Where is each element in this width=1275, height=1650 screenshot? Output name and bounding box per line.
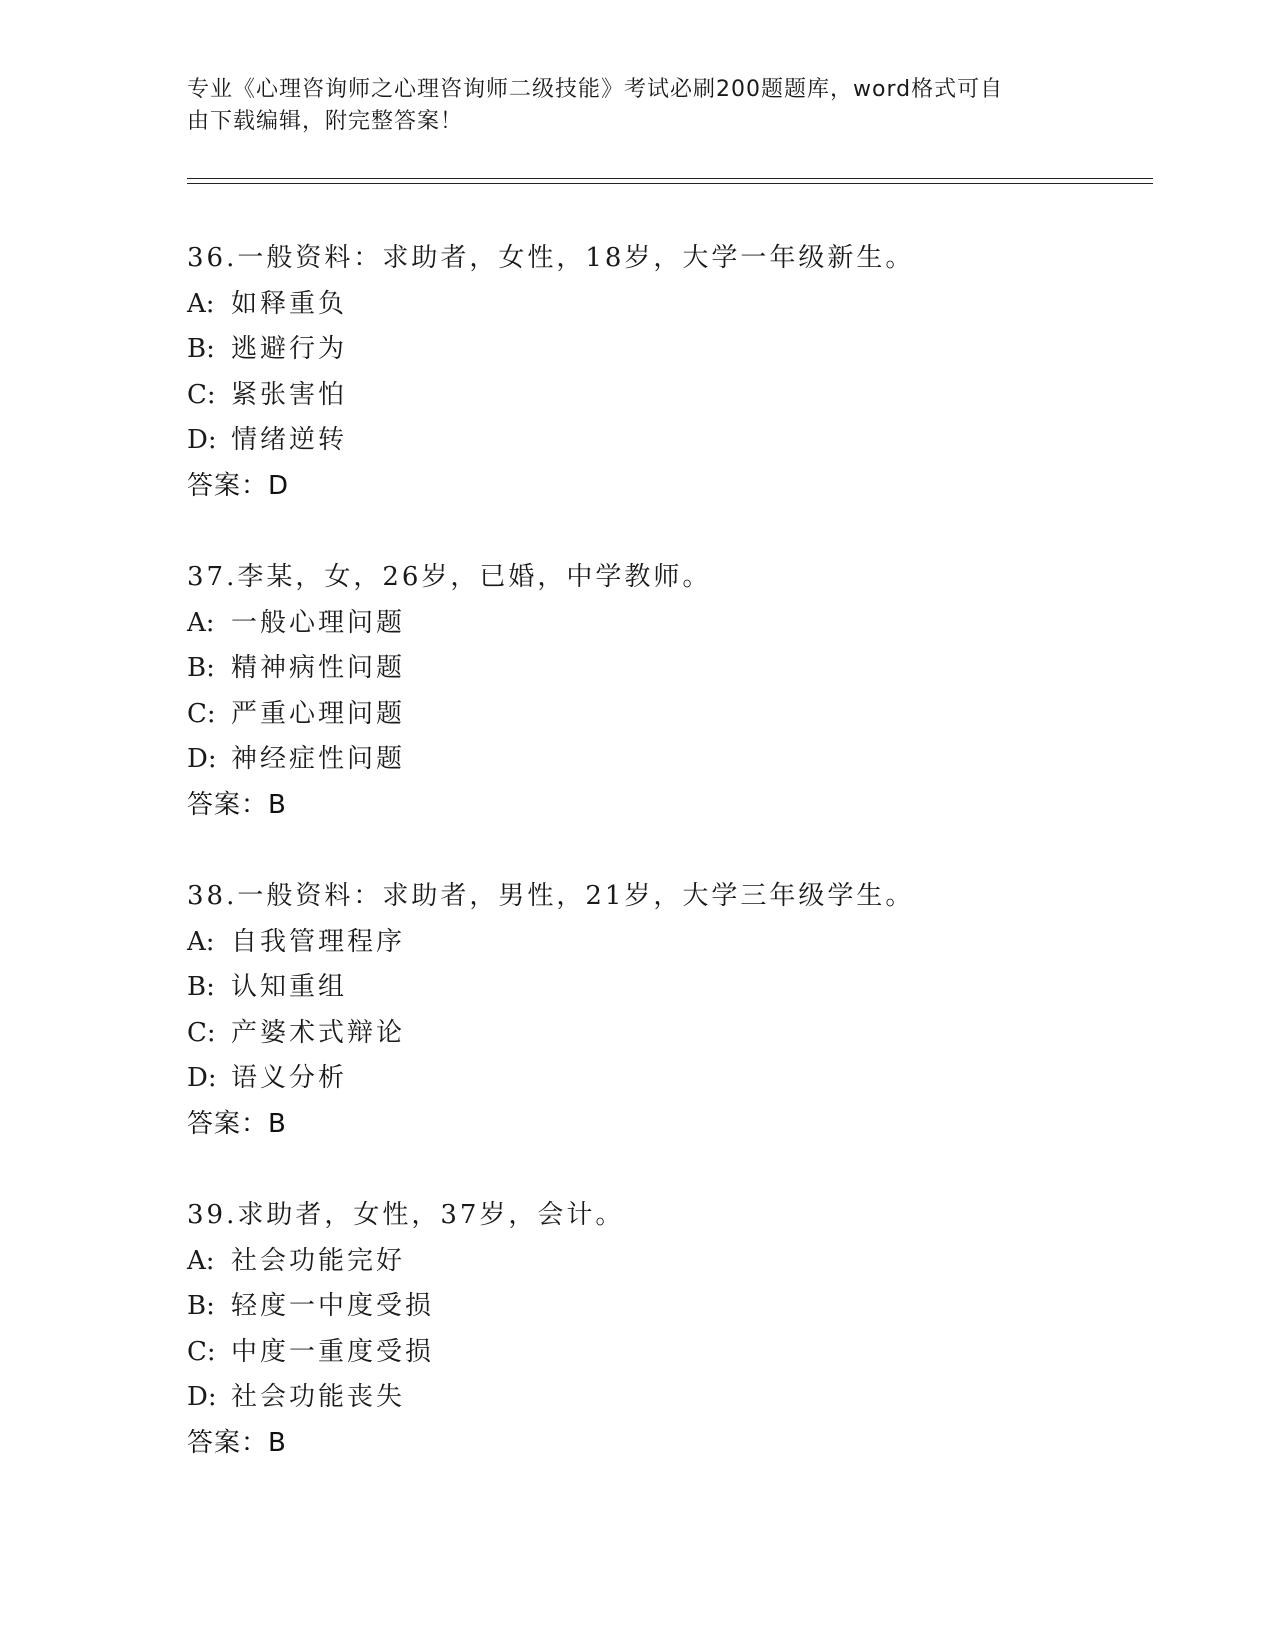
option-text: 轻度一中度受损 bbox=[231, 1291, 435, 1321]
option-d bbox=[187, 418, 1147, 464]
option-b bbox=[187, 1284, 1147, 1330]
answer-line: 答案：D bbox=[187, 470, 290, 501]
question-38 bbox=[187, 874, 1147, 1147]
question-list bbox=[187, 236, 1147, 1466]
option-label: B: bbox=[187, 334, 215, 364]
question-stem: 36.一般资料：求助者，女性，18岁，大学一年级新生。 bbox=[187, 243, 915, 273]
option-text: 产婆术式辩论 bbox=[231, 1017, 406, 1048]
answer-line: 答案：B bbox=[187, 1108, 287, 1139]
option-text: 语义分析 bbox=[231, 1063, 348, 1093]
option-label: A: bbox=[187, 1245, 215, 1276]
option-label: D: bbox=[187, 425, 217, 455]
option-label: D: bbox=[187, 1063, 217, 1093]
option-text: 逃避行为 bbox=[231, 334, 348, 364]
option-label: D: bbox=[187, 744, 217, 774]
option-b bbox=[187, 327, 1147, 373]
option-text: 神经症性问题 bbox=[231, 744, 406, 774]
header-line-2: 由下载编辑，附完整答案！ bbox=[187, 109, 464, 134]
option-d bbox=[187, 1056, 1147, 1102]
option-a bbox=[187, 1239, 1147, 1285]
question-39 bbox=[187, 1193, 1147, 1466]
option-a bbox=[187, 920, 1147, 966]
option-label: A: bbox=[187, 607, 215, 638]
option-c bbox=[187, 373, 1147, 419]
header-line-1: 专业《心理咨询师之心理咨询师二级技能》考试必刷200题题库，word格式可自 bbox=[187, 77, 1004, 102]
option-label: C: bbox=[187, 379, 216, 410]
option-a bbox=[187, 601, 1147, 647]
answer-line: 答案：B bbox=[187, 1427, 287, 1458]
option-label: B: bbox=[187, 972, 215, 1002]
option-text: 如释重负 bbox=[231, 288, 348, 319]
option-b bbox=[187, 646, 1147, 692]
option-text: 情绪逆转 bbox=[231, 425, 348, 455]
document-header bbox=[187, 74, 1067, 138]
option-label: C: bbox=[187, 1017, 216, 1048]
option-label: A: bbox=[187, 926, 215, 957]
question-stem: 37.李某，女，26岁，已婚，中学教师。 bbox=[187, 562, 712, 592]
option-text: 紧张害怕 bbox=[231, 379, 348, 410]
option-text: 中度一重度受损 bbox=[231, 1336, 435, 1367]
option-label: C: bbox=[187, 698, 216, 729]
option-a bbox=[187, 282, 1147, 328]
option-text: 精神病性问题 bbox=[231, 653, 406, 683]
header-divider-top bbox=[187, 178, 1153, 179]
option-text: 社会功能完好 bbox=[231, 1245, 406, 1276]
option-label: D: bbox=[187, 1382, 217, 1412]
option-c bbox=[187, 1330, 1147, 1376]
answer-line: 答案：B bbox=[187, 789, 287, 820]
option-text: 认知重组 bbox=[231, 972, 348, 1002]
option-d bbox=[187, 1375, 1147, 1421]
option-text: 一般心理问题 bbox=[231, 607, 406, 638]
option-d bbox=[187, 737, 1147, 783]
option-label: B: bbox=[187, 1291, 215, 1321]
header-divider-bottom bbox=[187, 183, 1153, 184]
option-b bbox=[187, 965, 1147, 1011]
option-text: 严重心理问题 bbox=[231, 698, 406, 729]
option-c bbox=[187, 692, 1147, 738]
option-label: A: bbox=[187, 288, 215, 319]
option-label: B: bbox=[187, 653, 215, 683]
option-c bbox=[187, 1011, 1147, 1057]
question-stem: 38.一般资料：求助者，男性，21岁，大学三年级学生。 bbox=[187, 881, 915, 911]
question-stem: 39.求助者，女性，37岁，会计。 bbox=[187, 1200, 625, 1230]
question-37 bbox=[187, 555, 1147, 828]
question-36 bbox=[187, 236, 1147, 509]
option-text: 社会功能丧失 bbox=[231, 1382, 406, 1412]
option-label: C: bbox=[187, 1336, 216, 1367]
option-text: 自我管理程序 bbox=[231, 926, 406, 957]
